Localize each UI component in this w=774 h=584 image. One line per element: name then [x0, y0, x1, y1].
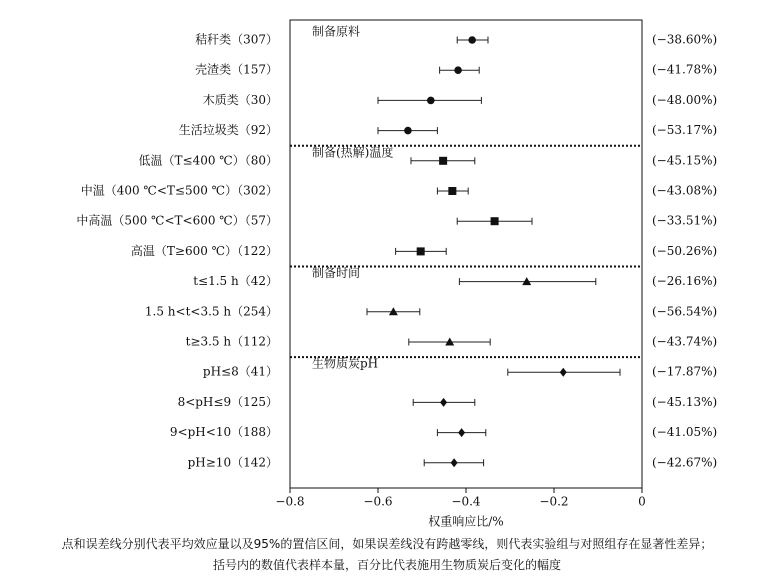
data-point	[468, 36, 476, 44]
row-percent-label: (−33.51%)	[652, 213, 718, 228]
x-tick-label: 0	[638, 494, 646, 509]
plot-frame	[290, 20, 642, 488]
row-percent-label: (−43.74%)	[652, 334, 718, 349]
data-point	[448, 187, 456, 195]
row-label: 中高温（500 ℃<T<600 ℃）（57）	[76, 213, 278, 228]
row-percent-label: (−41.05%)	[652, 425, 718, 440]
x-tick-label: −0.6	[363, 494, 393, 509]
caption-line-1: 点和误差线分别代表平均效应量以及95%的置信区间，如果误差线没有跨越零线，则代表实验组与对照组存在显著性差异；	[61, 537, 713, 551]
row-percent-label: (−26.16%)	[652, 274, 718, 289]
row-label: 秸秆类（307）	[195, 32, 278, 47]
row-label: 8<pH≤9（125）	[177, 394, 278, 409]
row-label: 低温（T≤400 ℃）（80）	[138, 153, 278, 168]
group-label: 制备原料	[312, 24, 361, 39]
row-label: pH≤8（41）	[202, 364, 278, 379]
row-label: pH≥10（142）	[187, 455, 278, 470]
x-tick-label: −0.8	[275, 494, 305, 509]
row-label: 生活垃圾类（92）	[178, 123, 278, 138]
data-point	[427, 97, 435, 105]
caption-line-2: 括号内的数值代表样本量，百分比代表施用生物质炭后变化的幅度	[212, 558, 561, 572]
data-point	[417, 247, 425, 255]
data-point	[458, 428, 465, 437]
row-percent-label: (−38.60%)	[652, 32, 718, 47]
data-point	[439, 157, 447, 165]
row-label: 木质类（30）	[202, 92, 278, 107]
row-label: 高温（T≥600 ℃）（122）	[130, 243, 278, 258]
row-percent-label: (−45.13%)	[652, 394, 718, 409]
data-point	[491, 217, 499, 225]
row-percent-label: (−41.78%)	[652, 62, 718, 77]
row-label: 中温（400 ℃<T≤500 ℃）（302）	[80, 183, 278, 198]
group-label: 制备时间	[312, 266, 361, 281]
row-percent-label: (−48.00%)	[652, 92, 718, 107]
group-label: 生物质炭pH	[312, 356, 379, 371]
row-percent-label: (−53.17%)	[652, 123, 718, 138]
row-label: 1.5 h<t<3.5 h（254）	[144, 304, 278, 319]
row-label: 9<pH<10（188）	[169, 425, 278, 440]
data-point	[451, 458, 458, 467]
row-percent-label: (−17.87%)	[652, 364, 718, 379]
data-point	[404, 127, 412, 135]
data-point	[440, 398, 447, 407]
group-label: 制备(热解)温度	[312, 145, 394, 160]
row-percent-label: (−43.08%)	[652, 183, 718, 198]
row-percent-label: (−50.26%)	[652, 243, 718, 258]
row-label: t≥3.5 h（112）	[185, 334, 278, 349]
row-percent-label: (−45.15%)	[652, 153, 718, 168]
x-axis-label: 权重响应比/%	[428, 514, 504, 529]
row-label: 壳渣类（157）	[195, 62, 278, 77]
row-percent-label: (−56.54%)	[652, 304, 718, 319]
data-point	[560, 368, 567, 377]
row-percent-label: (−42.67%)	[652, 455, 718, 470]
data-point	[454, 66, 462, 74]
x-tick-label: −0.4	[451, 494, 481, 509]
row-label: t≤1.5 h（42）	[193, 274, 278, 289]
x-tick-label: −0.2	[539, 494, 569, 509]
